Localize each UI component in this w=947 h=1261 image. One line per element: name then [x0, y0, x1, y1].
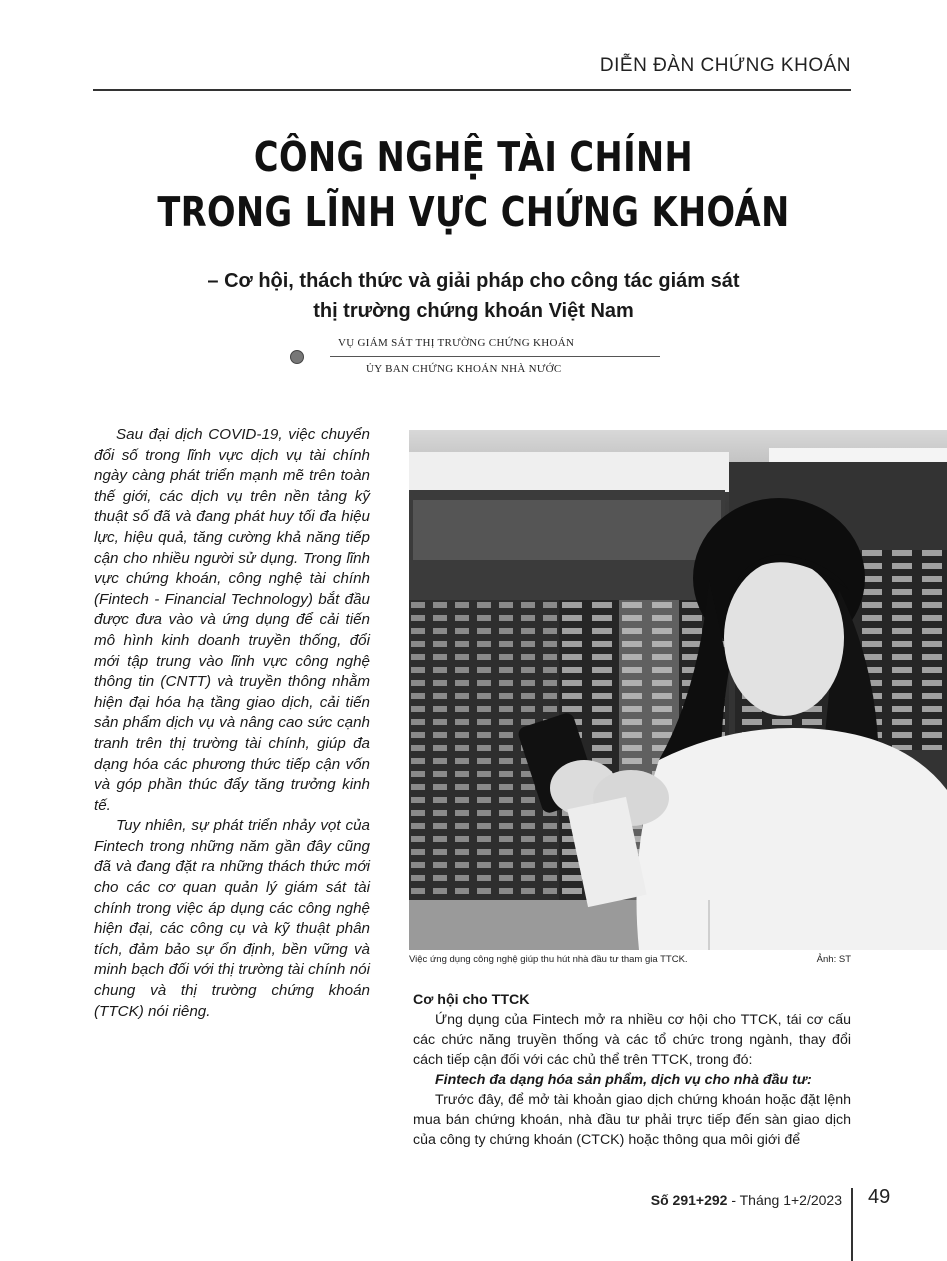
footer-rule: [851, 1188, 853, 1261]
section-subheading: Fintech đa dạng hóa sản phẩm, dịch vụ cho nhà đầu tư:: [435, 1072, 812, 1088]
footer-issue-info: [651, 1192, 842, 1208]
section-label: DIỄN ĐÀN CHỨNG KHOÁN: [599, 55, 851, 76]
byline-bullet-icon: [290, 350, 304, 364]
issue-number: Số 291+292: [650, 1192, 728, 1208]
trading-board-photo-illustration: [409, 430, 947, 950]
intro-column: [94, 425, 370, 1022]
article-subtitle: [120, 266, 827, 326]
photo-credit: Ảnh: ST: [816, 954, 851, 965]
intro-paragraph-2: Tuy nhiên, sự phát triển nhảy vọt của Fintech trong những năm gần đây cũng đã và đang đặt ra những thách thức mới cho các cơ quan quản lý giám sát tài chính trong việc áp dụng các công nghệ hiện đại, các công cụ và kỹ thuật phân tích, đảm bảo sự ổn định, bền vững và minh bạch đối với thị trường tài chính nói chung và thị trường chứng khoán (TTCK) nói riêng.: [94, 817, 370, 1020]
title-line-2: TRONG LĨNH VỰC CHỨNG KHOÁN: [157, 188, 790, 236]
author-organization: ỦY BAN CHỨNG KHOÁN NHÀ NƯỚC: [366, 363, 562, 375]
title-line-1: CÔNG NGHỆ TÀI CHÍNH: [253, 133, 694, 181]
article-title: [134, 130, 812, 240]
intro-paragraph-1: Sau đại dịch COVID-19, việc chuyển đổi số trong lĩnh vực dịch vụ tài chính ngày càng phát triển mạnh mẽ trên toàn thế giới, các dịch vụ trên nền tảng kỹ thuật số đã và đang phát huy tối đa hiệu lực, hiệu quả, tăng cường khả năng tiếp cận cho nhiều người sử dụng. Trong lĩnh vực chứng khoán, công nghệ tài chính (Fintech - Financial Technology) bắt đầu được đưa vào và ứng dụng để cải tiến mô hình kinh doanh truyền thống, đổi mới tập trung vào lĩnh vực công nghệ thông tin (CNTT) và truyền thông nhằm hiện đại hóa hạ tầng giao dịch, cải tiến sản phẩm dịch vụ và nâng cao sức cạnh tranh trên thị trường tài chính, giúp đa dạng hóa các phương thức tiếp cận vốn và góp phần thúc đẩy tăng trưởng kinh tế.: [94, 426, 370, 814]
byline-rule: [330, 356, 660, 357]
author-department: VỤ GIÁM SÁT THỊ TRƯỜNG CHỨNG KHOÁN: [338, 337, 575, 349]
section-heading: Cơ hội cho TTCK: [413, 992, 530, 1008]
article-photo: [409, 430, 947, 950]
section-paragraph-2: Trước đây, để mở tài khoản giao dịch chứng khoán hoặc đặt lệnh mua bán chứng khoán, nhà đầu tư phải trực tiếp đến sàn giao dịch của công ty chứng khoán (CTCK) hoặc thông qua môi giới để: [413, 1092, 851, 1148]
subtitle-line-2: thị trường chứng khoán Việt Nam: [313, 300, 634, 322]
photo-caption: Việc ứng dụng công nghệ giúp thu hút nhà đầu tư tham gia TTCK.: [409, 954, 688, 965]
subtitle-line-1: – Cơ hội, thách thức và giải pháp cho công tác giám sát: [207, 270, 740, 292]
body-column: [413, 990, 851, 1150]
page-number: 49: [868, 1186, 891, 1208]
header-rule: [93, 89, 851, 91]
issue-date: - Tháng 1+2/2023: [727, 1192, 842, 1208]
section-paragraph-1: Ứng dụng của Fintech mở ra nhiều cơ hội cho TTCK, tái cơ cấu các chức năng truyền thống và các tổ chức trong ngành, thay đổi cách tiếp cận đối với các chủ thể trên TTCK, trong đó:: [413, 1012, 851, 1068]
